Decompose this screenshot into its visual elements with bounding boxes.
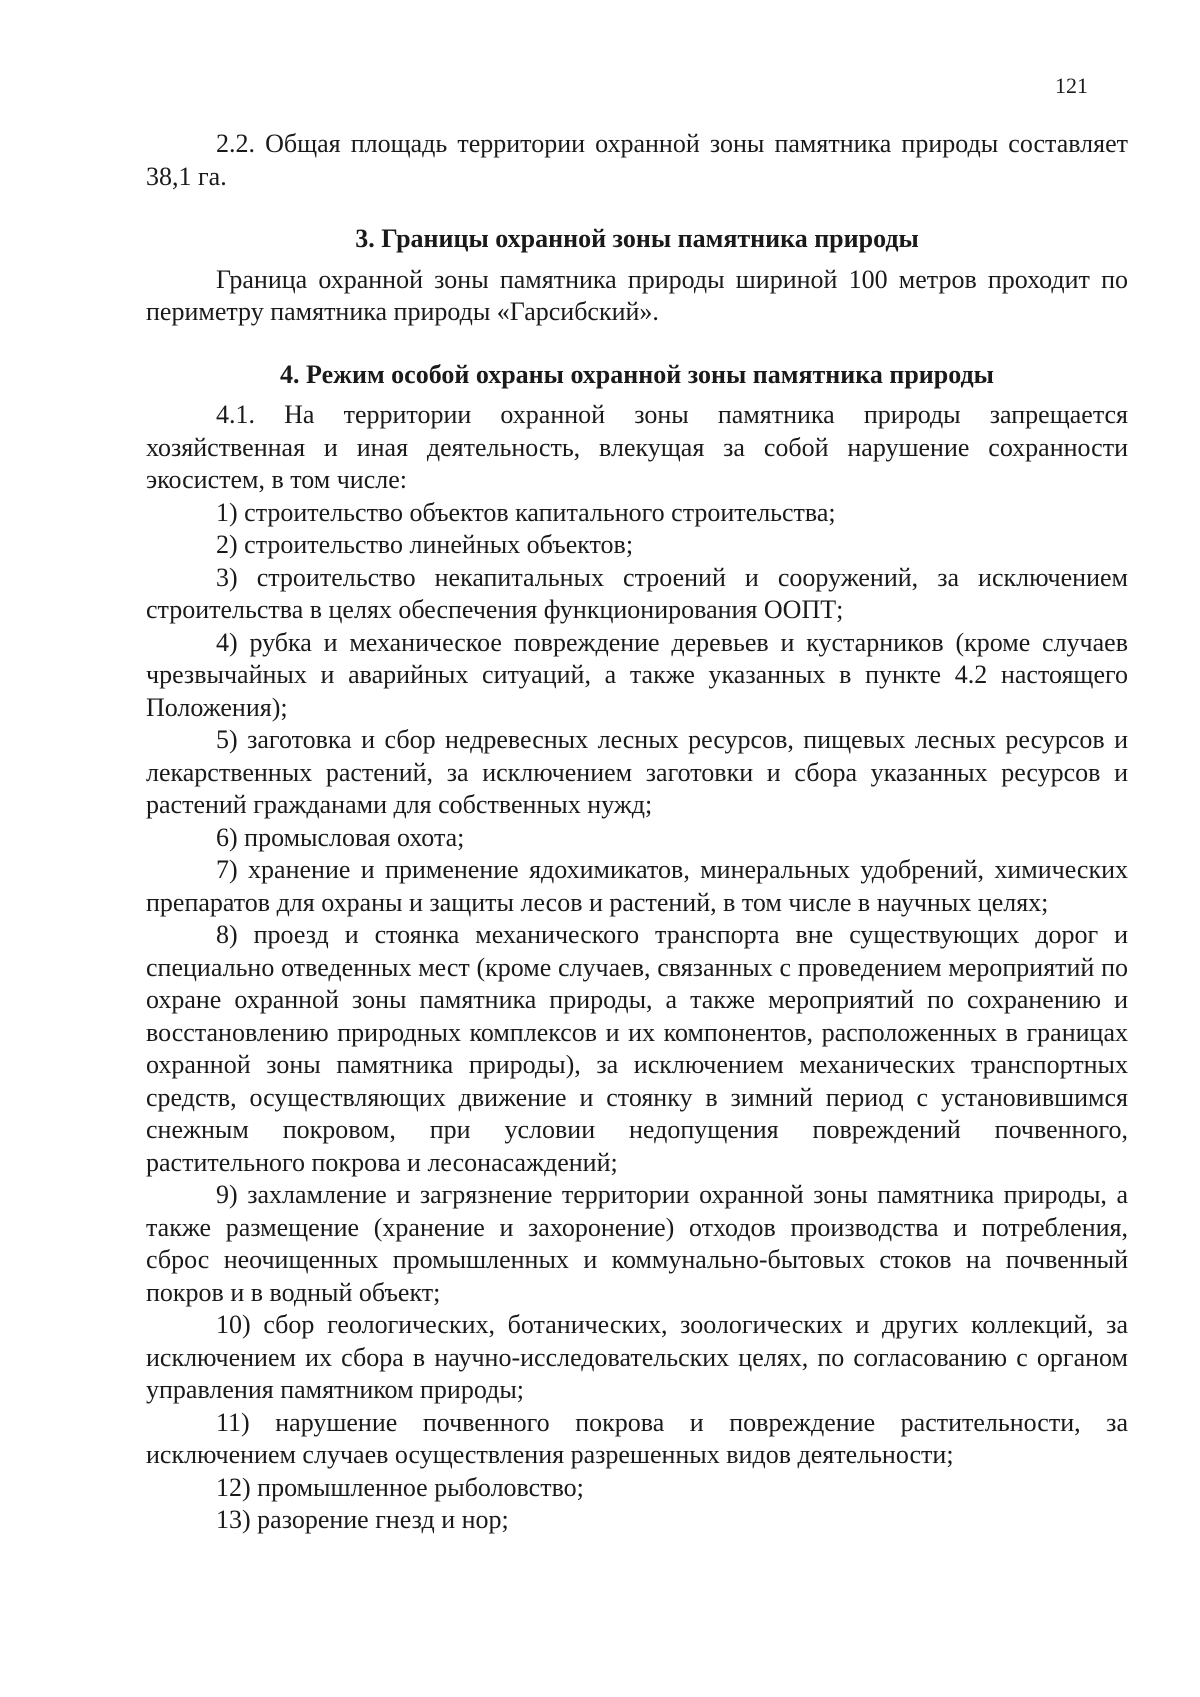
list-item: 13) разорение гнезд и нор; [216, 1505, 509, 1534]
paragraph-4-1: 4.1. На территории охранной зоны памятника природы запрещается хозяйственная и иная деятельность, влекущая за собой нарушение сохранности экосистем, в том числе: [146, 400, 1128, 494]
list-item: 12) промышленное рыболовство; [216, 1472, 584, 1502]
section-3-heading: 3. Границы охранной зоны памятника природы [355, 224, 919, 253]
list-item: 8) проезд и стоянка механического транспорта вне существующих дорог и специально отведенных мест (кроме случаев, связанных с проведением мероприятий по охране охранной зоны памятника природы, а также мероприятий по сохранению и восстановлению природных комплексов и их компонентов, расположенных в границах охранной зоны памятника природы), за исключением механических транспортных средств, осуществляющих движение и стоянку в зимний период с установившимся снежным покровом, при условии недопущения повреждений почвенного, растительного покрова и лесонасаждений; [146, 920, 1128, 1177]
list-item: 7) хранение и применение ядохимикатов, минеральных удобрений, химических препаратов для охраны и защиты лесов и растений, в том числе в научных целях; [146, 855, 1128, 917]
list-item: 4) рубка и механическое повреждение деревьев и кустарников (кроме случаев чрезвычайных и аварийных ситуаций, а также указанных в пункте 4.2 настоящего Положения); [146, 627, 1128, 722]
section-4-heading: 4. Режим особой охраны охранной зоны памятника природы [280, 359, 994, 389]
page-number: 121 [1055, 73, 1088, 98]
list-item: 10) сбор геологических, ботанических, зоологических и других коллекций, за исключением их сбора в научно-исследовательских целях, по согласованию с органом управления памятником природы; [146, 1310, 1128, 1404]
section-3-text: Граница охранной зоны памятника природы шириной 100 метров проходит по периметру памятника природы «Гарсибский». [146, 264, 1128, 326]
document-body [146, 128, 1128, 1537]
list-item: 9) захламление и загрязнение территории охранной зоны памятника природы, а также размещение (хранение и захоронение) отходов производства и потребления, сброс неочищенных промышленных и коммунально-бытовых стоков на почвенный покров и в водный объект; [146, 1180, 1128, 1307]
list-item: 1) строительство объектов капитального строительства; [216, 497, 836, 527]
list-item: 6) промысловая охота; [216, 822, 465, 852]
list-item: 5) заготовка и сбор недревесных лесных ресурсов, пищевых лесных ресурсов и лекарственных растений, за исключением заготовки и сбора указанных ресурсов и растений гражданами для собственных нужд; [146, 725, 1128, 819]
list-item: 3) строительство некапитальных строений и сооружений, за исключением строительства в целях обеспечения функционирования ООПТ; [146, 562, 1128, 624]
list-item: 11) нарушение почвенного покрова и повреждение растительности, за исключением случаев осуществления разрешенных видов деятельности; [146, 1407, 1128, 1469]
paragraph-2-2: 2.2. Общая площадь территории охранной зоны памятника природы составляет 38,1 га. [146, 129, 1128, 191]
list-item: 2) строительство линейных объектов; [216, 530, 634, 559]
prohibitions-list [146, 497, 1128, 1537]
